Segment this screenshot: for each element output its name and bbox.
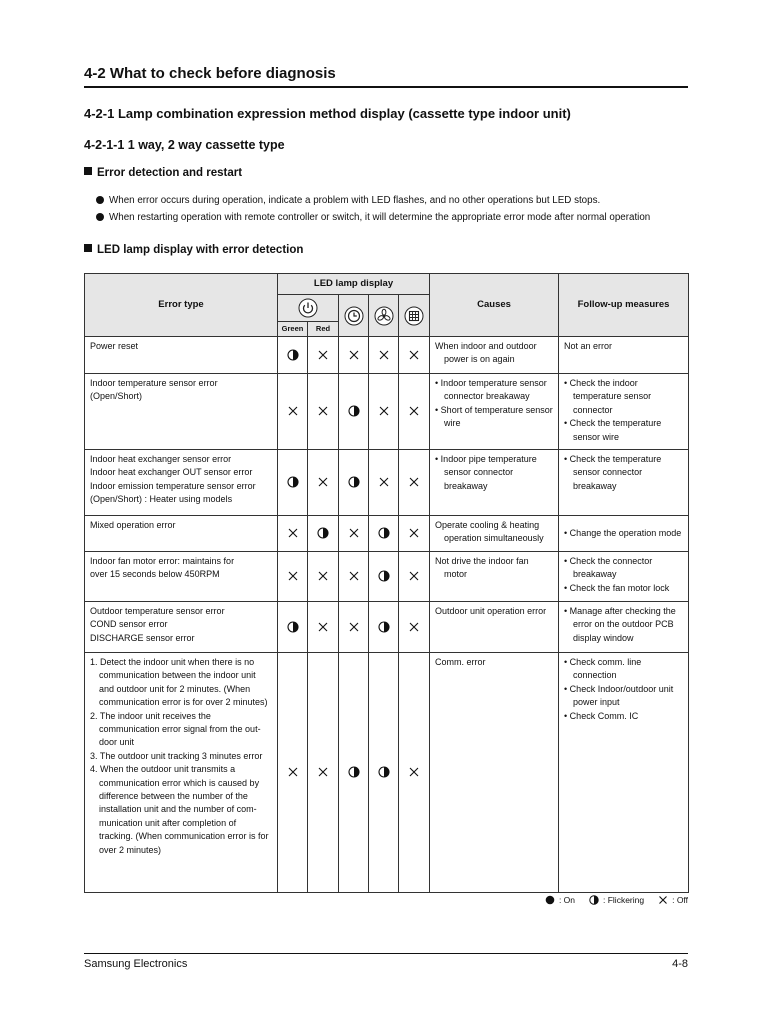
error-type-line: (Open/Short): [90, 391, 143, 402]
causes-header: Causes: [430, 274, 559, 337]
cause-line: Not drive the indoor fan motor: [435, 556, 529, 580]
legend-on-label: : On: [558, 895, 575, 905]
error-type-line: Outdoor temperature sensor error: [90, 606, 225, 616]
cause-line: Comm. error: [435, 657, 486, 667]
error-type-cell: [85, 374, 278, 450]
lamp-cell: [399, 602, 430, 653]
lamp-off-icon: [348, 570, 360, 582]
led-lamp-display-header: LED lamp display: [278, 274, 430, 295]
table-row: [85, 516, 689, 552]
causes-cell: [430, 374, 559, 450]
lamp-cell: [369, 337, 399, 374]
led-error-table: [84, 273, 689, 893]
lamp-off-icon: [317, 349, 329, 361]
measures-cell: [559, 653, 689, 893]
lamp-legend: [545, 895, 688, 905]
lamp-flickering-icon: [317, 527, 329, 539]
error-type-line: COND sensor error: [90, 619, 168, 630]
red-label: Red: [308, 322, 339, 337]
table-row: [85, 552, 689, 602]
lamp-off-icon: [317, 766, 329, 778]
lamp-cell: [278, 602, 308, 653]
lamp-off-icon: [287, 527, 299, 539]
measures-list: [564, 555, 683, 595]
error-type-cell: [85, 653, 278, 893]
lamp-off-icon: [348, 621, 360, 633]
lamp-cell: [278, 337, 308, 374]
lamp-flickering-icon: [348, 405, 360, 417]
lamp-cell: [308, 602, 339, 653]
lamp-flickering-icon: [287, 621, 299, 633]
lamp-on-icon: [545, 895, 555, 905]
section-heading: 4-2 What to check before diagnosis: [84, 65, 336, 82]
legend-flickering-label: : Flickering: [603, 895, 645, 905]
error-type-list: [90, 656, 272, 857]
lamp-cell: [399, 516, 430, 552]
error-type-line: Power reset: [90, 341, 139, 351]
error-type-line: Indoor heat exchanger sensor error: [90, 454, 232, 464]
lamp-cell: [308, 516, 339, 552]
lamp-cell: [369, 552, 399, 602]
lamp-off-icon: [408, 349, 420, 361]
causes-list: [435, 377, 553, 431]
table-row: [85, 653, 689, 893]
lamp-flickering-icon: [348, 476, 360, 488]
measures-list: [564, 656, 683, 723]
lamp-flickering-icon: [378, 570, 390, 582]
error-type-line: Indoor fan motor error: maintains for: [90, 556, 235, 566]
lamp-flickering-icon: [378, 527, 390, 539]
bullet-text: When restarting operation with remote controller or switch, it will determine the appropriate error mode after normal operation: [109, 212, 651, 223]
measure-line: • Check the connector breakaway: [564, 556, 653, 580]
lamp-cell: [278, 653, 308, 893]
lamp-cell: [369, 374, 399, 450]
lamp-cell: [399, 552, 430, 602]
causes-cell: [430, 602, 559, 653]
error-type-line: over 15 seconds below 450RPM: [90, 569, 220, 580]
lamp-off-icon: [287, 405, 299, 417]
lamp-off-icon: [287, 570, 299, 582]
follow-up-header: Follow-up measures: [559, 274, 689, 337]
error-detection-heading: [84, 167, 242, 179]
table-row: [85, 337, 689, 374]
led-display-heading: [84, 244, 303, 256]
error-type-line: 1. Detect the indoor unit when there is no communication between the indoor unit and outdoor unit for 2 minutes. (When communication error is for over 2 minutes): [90, 657, 268, 708]
causes-list: [435, 555, 553, 582]
error-type-cell: [85, 450, 278, 516]
lamp-cell: [308, 653, 339, 893]
causes-cell: [430, 552, 559, 602]
error-type-header: Error type: [85, 274, 278, 337]
lamp-flickering-icon: [287, 476, 299, 488]
bullet-dot-icon: [96, 213, 104, 221]
subsubsection-heading: 4-2-1-1 1 way, 2 way cassette type: [84, 138, 285, 152]
lamp-off-icon: [408, 527, 420, 539]
bullet-item: [96, 195, 600, 206]
causes-cell: [430, 337, 559, 374]
measure-line: • Check comm. line connection: [564, 657, 642, 681]
lamp-cell: [308, 552, 339, 602]
lamp-off-icon: [408, 570, 420, 582]
lamp-cell: [369, 653, 399, 893]
error-detection-title: Error detection and restart: [97, 167, 243, 179]
lamp-off-icon: [408, 476, 420, 488]
lamp-cell: [369, 602, 399, 653]
lamp-cell: [399, 374, 430, 450]
measures-cell: [559, 337, 689, 374]
error-type-line: Indoor emission temperature sensor error: [90, 480, 256, 491]
lamp-off-icon: [348, 527, 360, 539]
error-type-cell: [85, 602, 278, 653]
measures-list: [564, 453, 683, 493]
error-type-cell: [85, 516, 278, 552]
measures-cell: [559, 450, 689, 516]
error-type-line: Indoor temperature sensor error: [90, 378, 218, 388]
lamp-cell: [399, 653, 430, 893]
lamp-cell: [339, 653, 369, 893]
lamp-cell: [308, 450, 339, 516]
measures-cell: [559, 374, 689, 450]
lamp-off-icon: [658, 895, 668, 905]
lamp-off-icon: [317, 405, 329, 417]
lamp-flickering-icon: [378, 621, 390, 633]
lamp-cell: [278, 450, 308, 516]
lamp-cell: [339, 602, 369, 653]
causes-list: [435, 605, 553, 618]
lamp-flickering-icon: [287, 349, 299, 361]
error-type-cell: [85, 552, 278, 602]
measure-line: • Check the temperature sensor wire: [564, 418, 662, 442]
measure-line: • Check the indoor temperature sensor connector: [564, 378, 652, 415]
footer-company: Samsung Electronics: [84, 958, 188, 970]
bullet-dot-icon: [96, 196, 104, 204]
fan-icon: [374, 306, 394, 326]
causes-cell: [430, 653, 559, 893]
measure-line: • Manage after checking the error on the outdoor PCB display window: [564, 606, 676, 643]
measure-line: • Check the fan motor lock: [564, 582, 670, 593]
error-type-cell: [85, 337, 278, 374]
lamp-flickering-icon: [378, 766, 390, 778]
cause-line: • Indoor pipe temperature sensor connector breakaway: [435, 454, 537, 491]
filter-lamp-header: [399, 295, 430, 337]
lamp-cell: [278, 516, 308, 552]
causes-cell: [430, 516, 559, 552]
measures-list: [564, 340, 683, 353]
heading-rule: [84, 86, 688, 88]
error-type-line: 2. The indoor unit receives the communication error signal from the out-door unit: [90, 710, 261, 748]
cause-line: • Indoor temperature sensor connector breakaway: [435, 378, 547, 402]
lamp-cell: [339, 337, 369, 374]
subsection-heading: 4-2-1 Lamp combination expression method display (cassette type indoor unit): [84, 106, 571, 121]
lamp-cell: [369, 450, 399, 516]
lamp-off-icon: [378, 349, 390, 361]
lamp-off-icon: [317, 570, 329, 582]
error-type-line: Indoor heat exchanger OUT sensor error: [90, 467, 253, 478]
green-label: Green: [278, 322, 308, 337]
error-type-line: 4. When the outdoor unit transmits a communication error which is caused by difference between the number of the installation unit and the number of com-munication unit after completion of tracking. (When communication error is for over 2 minutes): [90, 764, 269, 855]
measure-line: Not an error: [564, 341, 613, 351]
error-type-line: DISCHARGE sensor error: [90, 632, 195, 643]
causes-list: [435, 340, 553, 367]
lamp-off-icon: [408, 766, 420, 778]
measures-cell: [559, 602, 689, 653]
lamp-off-icon: [378, 405, 390, 417]
error-type-line: (Open/Short) : Heater using models: [90, 494, 233, 505]
footer-rule: [84, 953, 688, 954]
timer-lamp-header: [339, 295, 369, 337]
power-lamp-header: [278, 295, 339, 322]
lamp-cell: [399, 337, 430, 374]
table-row: [85, 602, 689, 653]
led-display-title: LED lamp display with error detection: [97, 244, 304, 256]
measures-cell: [559, 516, 689, 552]
lamp-off-icon: [287, 766, 299, 778]
measure-line: • Check Indoor/outdoor unit power input: [564, 683, 674, 708]
measures-list: [564, 527, 683, 540]
measures-list: [564, 605, 683, 645]
lamp-off-icon: [317, 476, 329, 488]
timer-icon: [344, 306, 364, 326]
lamp-cell: [339, 516, 369, 552]
measures-cell: [559, 552, 689, 602]
measure-line: • Check the temperature sensor connector breakaway: [564, 454, 662, 491]
lamp-cell: [308, 374, 339, 450]
lamp-off-icon: [317, 621, 329, 633]
lamp-cell: [399, 450, 430, 516]
measure-line: • Change the operation mode: [564, 527, 682, 538]
causes-list: [435, 453, 553, 493]
lamp-off-icon: [348, 349, 360, 361]
lamp-cell: [278, 374, 308, 450]
error-type-line: Mixed operation error: [90, 520, 176, 530]
lamp-cell: [339, 450, 369, 516]
cause-line: Operate cooling & heating operation simultaneously: [435, 520, 544, 544]
lamp-cell: [308, 337, 339, 374]
legend-off-label: : Off: [672, 895, 688, 905]
power-icon: [298, 298, 318, 318]
cause-line: When indoor and outdoor power is on again: [435, 341, 537, 365]
fan-lamp-header: [369, 295, 399, 337]
lamp-cell: [278, 552, 308, 602]
error-type-line: 3. The outdoor unit tracking 3 minutes error: [90, 750, 263, 761]
lamp-off-icon: [378, 476, 390, 488]
measures-list: [564, 377, 683, 444]
lamp-off-icon: [408, 405, 420, 417]
cause-line: • Short of temperature sensor wire: [435, 404, 553, 429]
lamp-cell: [339, 552, 369, 602]
filter-icon: [404, 306, 424, 326]
bullet-text: When error occurs during operation, indicate a problem with LED flashes, and no other operations but LED stops.: [109, 195, 601, 206]
lamp-cell: [339, 374, 369, 450]
lamp-cell: [369, 516, 399, 552]
causes-cell: [430, 450, 559, 516]
footer-page-number: 4-8: [672, 958, 688, 970]
causes-list: [435, 656, 553, 669]
lamp-off-icon: [408, 621, 420, 633]
table-row: [85, 450, 689, 516]
cause-line: Outdoor unit operation error: [435, 606, 547, 616]
lamp-flickering-icon: [348, 766, 360, 778]
bullet-item: [96, 212, 650, 223]
square-bullet-icon: [84, 244, 92, 252]
table-row: [85, 374, 689, 450]
lamp-flickering-icon: [589, 895, 599, 905]
square-bullet-icon: [84, 167, 92, 175]
causes-list: [435, 519, 553, 546]
measure-line: • Check Comm. IC: [564, 710, 639, 721]
